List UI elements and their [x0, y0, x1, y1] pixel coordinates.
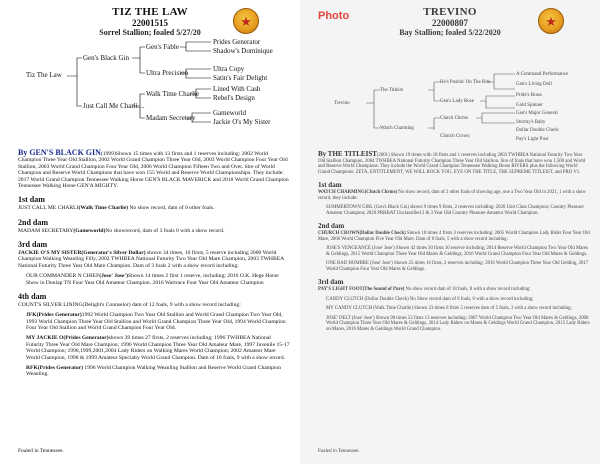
offspring-name: JFK — [26, 312, 37, 319]
second-dam-offspring-1: JOSE'S VENGEANCE (Jose' Jose') Shown 42 times 30 firsts 10 reserve including; 2014 Reserve World Champion Two Year Old Mares & Geldings, 2015 World Champion Three Year Old Mares & Geldings, 2016 World Grand Champion Four Year Old Mares & Geldings. — [326, 246, 588, 257]
pedigree-sire-dam: Ultra Precision — [146, 69, 189, 77]
third-dam-text: No show record dam of 18 foals, 8 with a show record including: — [404, 287, 531, 293]
horse-name: TIZ THE LAW — [112, 6, 188, 18]
photo-label: Photo — [318, 10, 350, 22]
first-dam-record — [318, 190, 590, 201]
first-dam-text: No show record, dam of 0 other foals. — [127, 205, 215, 212]
pedigree-sss: Prides Generator — [213, 38, 261, 46]
third-dam-heading: 3rd dam — [318, 278, 344, 287]
offspring-name: OUR COMMANDER N CHIEF — [26, 273, 100, 280]
right-page — [300, 0, 600, 464]
sire-text: Shown 15 times with 13 firsts and 1 reserves including: 2002 World Champion Three Year Old Stallion, 2002 World Grand Champion Three Year Old, 2003 World Champion Four Year Old Stallion, 2003 World Grand Champion Four Year Old, 2006 World Champion Fifteen Two and Over. Sire of World Champion and Reserve World Champions that have won 155 World and Reserve World Championships. They include: 2017 World Grand Champion Tennessee Walking Horse GEN'S BLACK MAVERICK and 2018 World Grand Champion Tennessee Walking Horse GEN'A MIGHTY. — [18, 151, 289, 189]
pedigree-dss: Gen's Major General — [516, 111, 558, 116]
pedigree-sire: Gen's Black Gin — [83, 54, 129, 62]
pedigree-sire-dam: Gen's Lady Rose — [440, 99, 474, 104]
pedigree-dam-dam: Church Crown — [440, 134, 470, 139]
fourth-dam-offspring-1 — [26, 312, 290, 331]
horse-name: TREVINO — [423, 6, 477, 18]
third-dam-heading: 3rd dam — [18, 240, 48, 249]
star-badge-icon: ★ — [233, 8, 259, 34]
second-dam-heading: 2nd dam — [18, 217, 49, 227]
pedigree-dds: Gameworld — [213, 109, 247, 117]
offspring-text: Shown 14 times 2 first 1 reserve, including; 2016 O.K. Hege Horse Show in Dunlap TN Four Year Old Amateur Champion. 2016 Wartrace Four Year Old Amateur Champion — [26, 273, 279, 286]
pedigree-dam-dam: Madam Secretary — [146, 114, 196, 122]
pedigree-sss: A Command Performance — [516, 72, 569, 77]
second-dam-text: Shown 10 times 4 firsts 3 reserves including: 2005 World Champion Lady Rider Four Year Old Mare, 2006 World Champion Five Year Old Mare. Dam of 8 foals, 5 with a show record including: — [318, 231, 590, 242]
registration-number: 22001515 — [132, 18, 168, 28]
pedigree-dam-sire: Walk Time Charlie — [146, 90, 200, 98]
second-dam-offspring-2: ONE BAD HOMBRE (Jose' Jose') Shown 25 times 16 firsts, 2 reserves including: 2016 World Champion Three Year Old Gelding, 2017 World Champion Four Year Old Mares & Geldings. — [326, 261, 589, 272]
fourth-dam-offspring-3 — [26, 365, 290, 378]
second-dam-sire: (Gameworld) — [73, 227, 106, 234]
pedigree-ddd: Jackie O's My Sister — [213, 118, 271, 126]
third-dam-sire: (Generator's Silver Dollar) — [81, 250, 146, 256]
foaled-footer: Foaled in Tennessee. — [318, 449, 360, 454]
pedigree-dsd: Rebel's Design — [213, 94, 255, 102]
third-dam-offspring-1: CANDY CLUTCH (Dollar Double Check) No Show record dam of 9 foals, 6 with a show record including; — [326, 296, 534, 302]
second-dam-record — [18, 228, 290, 234]
pedigree-ssd: Gen's Living Doll — [516, 82, 552, 87]
fourth-dam-heading: 4th dam — [18, 291, 47, 301]
second-dam-text: No showrecord, dam of 3 foals 0 with a show record. — [105, 227, 225, 234]
third-dam-text: shown 34 times, 10 firsts, 5 reserve including 2000 World Champion Walking Weanling Filly, 2002 TWHBEA National Futurity Two Year Old Mare Champion, 2003 TWHBEA National Futurity Three Year Old Mare Champion. Dam of 3 foals 2 with a show record including: — [18, 250, 284, 269]
offspring-sire: (Jose' Jose') — [99, 273, 128, 280]
pedigree-sdd: Satin's Fair Delight — [213, 74, 268, 82]
sire-year: (2001) — [376, 153, 390, 158]
second-dam-record — [318, 231, 590, 242]
offspring-name: RFK — [26, 364, 38, 371]
third-dam-record — [18, 250, 290, 269]
pedigree-sds: Pride's Brass — [516, 93, 542, 98]
third-dam-offspring-2: MY CANDY CLUTCH (Walk Time Charlie) Shown 23 times 8 firsts 5 reserves dam of 5 foals, 3 with a show record including; — [326, 306, 572, 312]
second-dam-name: CHURCH CROWN — [318, 231, 360, 237]
pedigree-sire-sire: He's Pushin' On The Rite — [440, 80, 491, 85]
pedigree-dam-sire: Clutch Chrms — [440, 116, 468, 121]
second-dam-name: MADAM SECRETARY — [18, 227, 74, 234]
pedigree-dam: Just Call Me Charli.... — [83, 102, 145, 110]
pedigree-dam: Watch Charming — [380, 126, 414, 131]
offspring-sire: (Prides Generator) — [37, 364, 84, 371]
offspring-name: MY JACKIE O — [26, 335, 64, 342]
sire-record — [18, 148, 290, 189]
pedigree-sds: Ultra Copy — [213, 65, 245, 73]
offspring-sire: (Prides Generator) — [63, 335, 109, 342]
fourth-dam-record — [18, 302, 290, 308]
pedigree-horse: Tiz The Law — [26, 71, 62, 79]
sire-heading: By THE TITLEIST — [318, 150, 377, 158]
foaled-footer: Foaled in Tennessee. — [18, 448, 64, 454]
pedigree-sire: The Titleist — [380, 88, 403, 93]
offspring-text: shown 39 times 27 firsts, 2 reserves including; 1996 TWHBEA National Futurity Three Year Old Mare Champion; 1996 World Champion Three Year Old Amateur Mare, 1997 Juvenile 15-17 World Champion; 1998,1999,2001,2004 Lady Riders on Walking Mares World Champion; 2002 Amateur Mare World Champion, 1998 & 1999 Amateur Specialty World Grand Champion. Dam of 10 foals, 9 with a show record. — [26, 335, 290, 361]
pedigree-sire-sire: Gen's Fable — [146, 43, 179, 51]
first-dam-text: No show record, dam of 2 other foals of showing age, one a Two Year Old in 2021, 1 with a show record, they include: — [318, 190, 586, 201]
pedigree-lines — [0, 0, 300, 130]
offspring-sire: (Prides Generator) — [36, 312, 82, 319]
first-dam-heading: 1st dam — [18, 195, 45, 205]
sire-text: Shown 19 times with 18 firsts and 1 reserves including 2003 TWHBEA National Futurity Two Year Old Stallion Champion, 2004 TWHBEA National Futurity Champion Three Year Old Stallion. Sire of foals that have won 1,500 and World and Reserve World Champions. They include the World Grand Champion Tennessee Walking Horse RIVERS plus the following World Grand Champions: ZETA, ENTITLEMENT, WE WILL ROCK YOU, EYE ON THE TITLE, THE SUPREME TITLEIST, and PRO V1. — [318, 153, 586, 175]
first-dam-name: JUST CALL ME CHARLI — [18, 205, 79, 212]
horse-description: Bay Stallion; foaled 5/22/2020 — [399, 28, 501, 37]
third-dam-sire: (The Sound of Pure) — [362, 287, 405, 293]
sire-heading: By GEN'S BLACK GIN — [18, 148, 101, 157]
first-dam-offspring-1: SUMMERTOWN GIRL (Gen's Black Gin) shown 9 times 9 firsts, 2 reserves including: 2020 Unit Class Champion; Country Pleasure Amateur Champion; 2020 PRHBAT Unclassified 2 & 3 Year Old Country Pleasure Amateur World Champion. — [326, 205, 584, 216]
second-dam-heading: 2nd dam — [318, 222, 345, 231]
fourth-dam-sire: (Delight's Counselor) — [82, 301, 131, 308]
horse-description: Sorrel Stallion; foaled 5/27/20 — [99, 28, 201, 37]
third-dam-name: JACKIE O'S MY SISTER — [18, 250, 82, 256]
pedigree-dsd: Stormy's Baby — [516, 120, 546, 125]
sire-record — [318, 150, 590, 175]
first-dam-sire: (Walk Time Charlie) — [78, 205, 128, 212]
first-dam-name: WATCH CHARMING — [318, 190, 365, 196]
sire-year: (1999) — [100, 151, 116, 157]
pedigree-dds: Dollar Double Check — [516, 128, 559, 133]
fourth-dam-offspring-2 — [26, 335, 290, 361]
second-dam-sire: (Dollar Double Check) — [359, 231, 406, 237]
pedigree-horse: Trevino — [334, 101, 350, 106]
first-dam-sire: (Clutch Chrms) — [364, 190, 398, 196]
first-dam-heading: 1st dam — [318, 181, 342, 190]
offspring-text: 1996 World Champion Walking Weanling Stallion and Reserve World Grand Champion Weanling. — [26, 364, 282, 378]
third-dam-name: PAY'S LIGHT FOOT — [318, 287, 363, 293]
pedigree-sdd: Gold Spinner — [516, 103, 543, 108]
pedigree-ssd: Shadow's Dominique — [213, 47, 273, 55]
left-body — [18, 148, 290, 382]
offspring-text: 1992 World Champion Two Year Old Stallion and World Grand Champion Two Year Old, 1993 World Champion Three Year Old Stallion and World Grand Champion Three Year Old, 1994 World Champion Four Year Old Stallion and World Grand Champion Four Year Old. — [26, 312, 286, 331]
fourth-dam-name: COUNT'S SILVER LINING — [18, 301, 83, 308]
third-dam-record — [318, 287, 590, 293]
pedigree-ddd: Pay's Light Pusr — [516, 137, 549, 142]
first-dam-record — [18, 205, 290, 211]
right-body — [318, 150, 590, 336]
fourth-dam-text: dam of 12 foals, 9 with a show record including: — [130, 301, 241, 308]
registration-number: 22000807 — [432, 18, 468, 28]
star-badge-icon: ★ — [538, 8, 564, 34]
pedigree-dss: Lined With Cash — [213, 85, 261, 93]
third-dam-offspring — [26, 273, 290, 286]
third-dam-offspring-3: JOSE' DELT (Jose' Jose') Shown 90 times 53 firsts 13 reserves including: 2007 World Champion Two Year Old Mares & Geldings, 2008 World Champion Three Year Old Mares & Geldings, 2014 Lady Riders on Mares & Geldings World Grand Champion, 2015 Lady Riders on Mares, 2016 Mares & Geldings World Grand Champion. — [326, 315, 590, 332]
